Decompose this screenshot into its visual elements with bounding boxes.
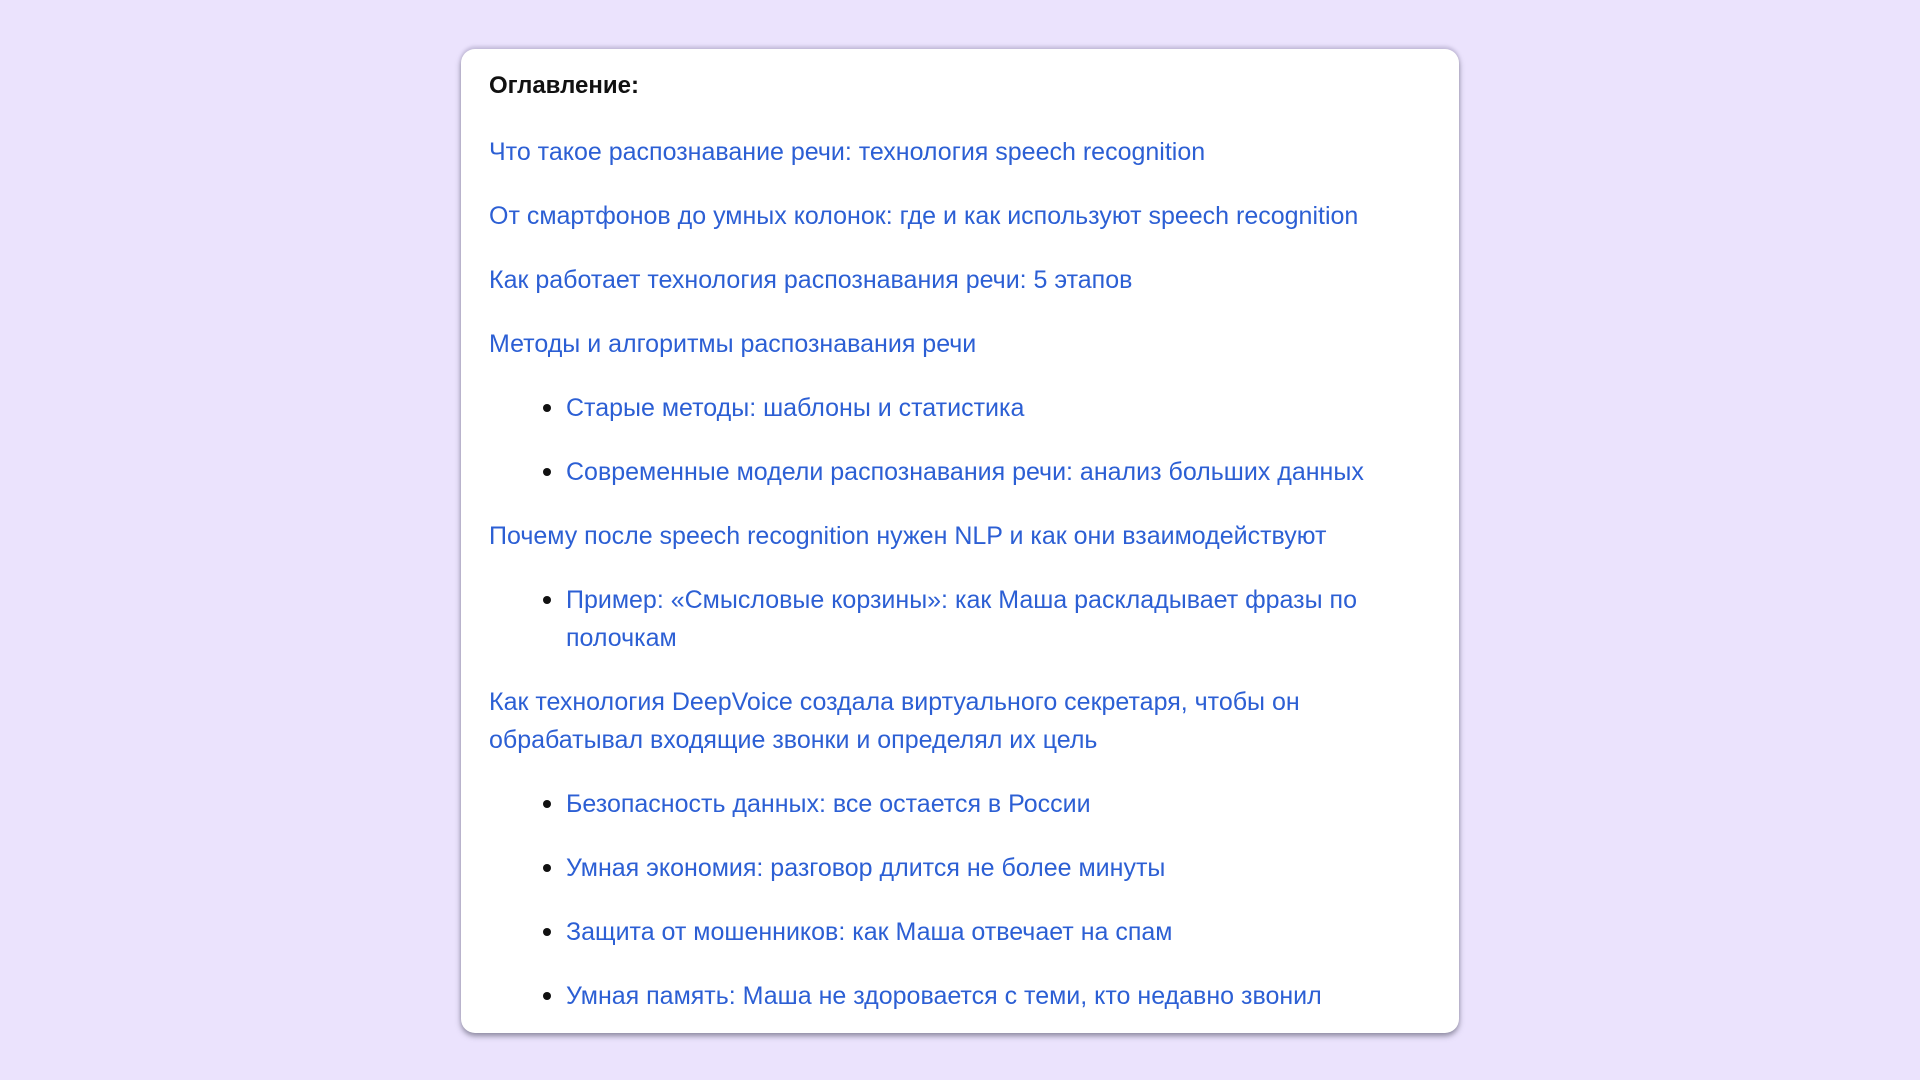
toc-item <box>489 517 1431 657</box>
toc-link[interactable]: Что такое распознавание речи: технология speech recognition <box>489 138 1206 166</box>
toc-sublink[interactable]: Современные модели распознавания речи: анализ больших данных <box>566 458 1364 486</box>
toc-sublist <box>489 581 1431 657</box>
toc-heading: Оглавление: <box>489 72 639 99</box>
toc-item <box>489 133 1431 171</box>
toc-sublink[interactable]: Умная экономия: разговор длится не более минуты <box>566 854 1166 882</box>
toc-link[interactable]: Методы и алгоритмы распознавания речи <box>489 330 977 358</box>
toc-link[interactable]: Почему после speech recognition нужен NLP и как они взаимодействуют <box>489 522 1327 550</box>
bullet-icon <box>543 864 551 872</box>
bullet-icon <box>543 800 551 808</box>
toc-item <box>489 261 1431 299</box>
toc-subitem <box>489 913 1431 951</box>
toc-subitem <box>489 581 1431 657</box>
toc-link[interactable]: Как технология DeepVoice создала виртуального секретаря, чтобы он обрабатывал входящие звонки и определял их цель <box>489 688 1300 754</box>
toc-list <box>489 133 1431 1015</box>
toc-sublink[interactable]: Старые методы: шаблоны и статистика <box>566 394 1025 422</box>
toc-subitem <box>489 977 1431 1015</box>
toc-link[interactable]: Как работает технология распознавания речи: 5 этапов <box>489 266 1133 294</box>
bullet-icon <box>543 468 551 476</box>
bullet-icon <box>543 928 551 936</box>
bullet-icon <box>543 404 551 412</box>
toc-sublist <box>489 785 1431 1015</box>
bullet-icon <box>543 596 551 604</box>
toc-sublink[interactable]: Умная память: Маша не здоровается с теми, кто недавно звонил <box>566 982 1322 1010</box>
table-of-contents-card <box>461 49 1459 1033</box>
toc-item <box>489 325 1431 491</box>
toc-sublink[interactable]: Безопасность данных: все остается в России <box>566 790 1091 818</box>
toc-subitem <box>489 389 1431 427</box>
toc-link[interactable]: От смартфонов до умных колонок: где и как используют speech recognition <box>489 202 1359 230</box>
toc-sublink[interactable]: Защита от мошенников: как Маша отвечает на спам <box>566 918 1173 946</box>
toc-sublist <box>489 389 1431 491</box>
bullet-icon <box>543 992 551 1000</box>
toc-item <box>489 683 1431 1015</box>
toc-subitem <box>489 849 1431 887</box>
toc-sublink[interactable]: Пример: «Смысловые корзины»: как Маша раскладывает фразы по полочкам <box>566 586 1358 652</box>
toc-subitem <box>489 785 1431 823</box>
toc-subitem <box>489 453 1431 491</box>
toc-item <box>489 197 1431 235</box>
